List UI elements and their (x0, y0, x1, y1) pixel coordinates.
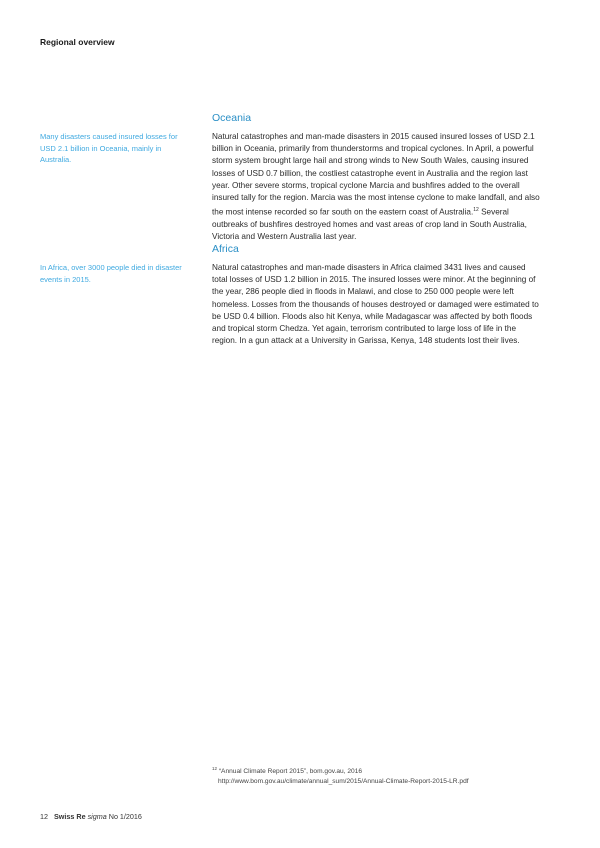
oceania-body (212, 131, 542, 244)
africa-body: Natural catastrophes and man-made disasters in Africa claimed 3431 lives and caused total losses of USD 1.2 billion in 2015. The insured losses were minor. At the beginning of the year, 286 people died in floods in Malawi, and close to 250 000 people were left homeless. Losses from the thousands of houses destroyed or damaged were estimated to be USD 0.4 billion. Floods also hit Kenya, while Madagascar was affected by both floods and tropical storm Chedza. Yet again, terrorism contributed to large loss of life in the region. In a gun attack at a University in Garissa, Kenya, 148 students lost their lives. (212, 263, 539, 346)
publication-name: sigma (87, 812, 107, 821)
footnote (212, 764, 552, 787)
footnote-number: 12 (212, 766, 218, 771)
footnote-reference[interactable]: 12 (473, 207, 479, 214)
oceania-heading: Oceania (212, 112, 252, 124)
brand-name: Swiss Re (54, 812, 86, 821)
page-footer (40, 812, 142, 821)
issue-number: No 1/2016 (108, 812, 142, 821)
running-header: Regional overview (40, 37, 115, 47)
footnote-url[interactable]: http://www.bom.gov.au/climate/annual_sum/2015/Annual-Climate-Report-2015-LR.pdf (218, 778, 469, 786)
africa-heading: Africa (212, 243, 239, 255)
oceania-body-part1: Natural catastrophes and man-made disasters in 2015 caused insured losses of USD 2.1 billion in Oceania, primarily from thunderstorms and tropical cyclones. In April, a powerful storm system brought large hail and strong winds to New South Wales, causing insured losses of USD 0.7 billion, the costliest catastrophe event in Australia and the region last year. Other severe storms, tropical cyclone Marcia and bushfires added to the overall insured tally for the region. Marcia was the most intense cyclone to make landfall, and also the most intense recorded so far south on the eastern coast of Australia. (212, 132, 540, 217)
footnote-text: “Annual Climate Report 2015”, bom.gov.au, 2016 (218, 768, 363, 776)
page-number: 12 (40, 812, 48, 821)
africa-margin-note: In Africa, over 3000 people died in disaster events in 2015. (40, 263, 182, 284)
oceania-body-part2: Several outbreaks of bushfires destroyed homes and vast areas of crop land in South Australia, Victoria and Western Australia last year. (212, 207, 527, 242)
oceania-margin-note: Many disasters caused insured losses for USD 2.1 billion in Oceania, mainly in Australia. (40, 132, 178, 164)
